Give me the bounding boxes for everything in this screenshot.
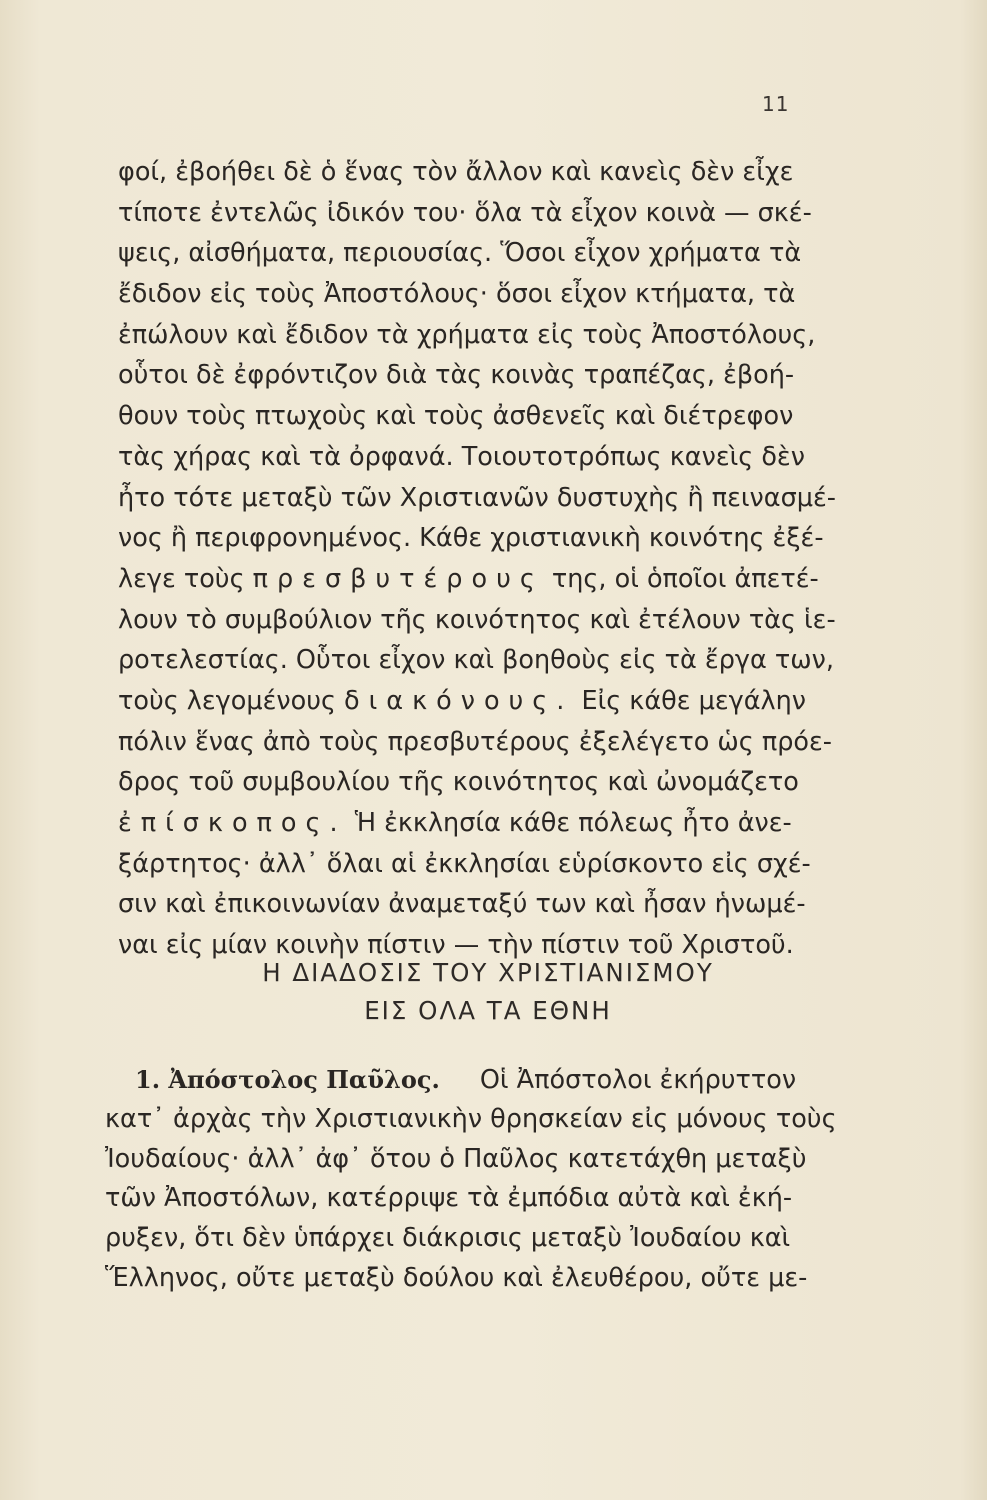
emphasized-term: πρεσβυτέρους	[252, 563, 544, 594]
chapter-heading: Η ΔΙΑΔΟΣΙΣ ΤΟΥ ΧΡΙΣΤΙΑΝΙΣΜΟΥ	[262, 958, 714, 987]
text-line: ἐπώλουν καὶ ἔδιδον τὰ χρήματα εἰς τοὺς Ἀποστόλους,	[118, 319, 816, 350]
paragraph-body	[118, 152, 858, 966]
text-line: κατ᾽ ἀρχὰς τὴν Χριστιανικὴν θρησκείαν εἰς μόνους τοὺς	[105, 1103, 837, 1134]
chapter-subheading: ΕΙΣ ΟΛΑ ΤΑ ΕΘΝΗ	[364, 996, 612, 1025]
line-text: Ἡ ἐκκλησία κάθε πόλεως ἦτο ἀνε-	[354, 808, 792, 838]
text-line: δρος τοῦ συμβουλίου τῆς κοινότητος καὶ ὠνομάζετο	[118, 767, 799, 798]
line-text: λεγε τοὺς	[118, 563, 245, 594]
text-line: ψεις, αἰσθήματα, περιουσίας. Ὅσοι εἶχον χρήματα τὰ	[118, 238, 802, 269]
emphasized-term: ἐπίσκοπος.	[118, 808, 347, 838]
section-paul	[105, 1060, 865, 1299]
text-line: ἦτο τότε μεταξὺ τῶν Χριστιανῶν δυστυχὴς ἢ πεινασμέ-	[118, 482, 836, 513]
text-line: τίποτε ἐντελῶς ἰδικόν του· ὅλα τὰ εἶχον κοινὰ — σκέ-	[118, 197, 812, 228]
emphasized-term: διακόνους.	[344, 685, 574, 716]
text-line: Ἕλληνος, οὔτε μεταξὺ δούλου καὶ ἐλευθέρου, οὔτε με-	[105, 1262, 808, 1293]
text-line: λουν τὸ συμβούλιον τῆς κοινότητος καὶ ἐτέλουν τὰς ἱε-	[118, 604, 836, 635]
text-line: τῶν Ἀποστόλων, κατέρριψε τὰ ἐμπόδια αὐτὰ καὶ ἐκή-	[105, 1183, 793, 1214]
text-line: ἔδιδον εἰς τοὺς Ἀποστόλους· ὅσοι εἶχον κτήματα, τὰ	[118, 279, 796, 310]
text-line: πόλιν ἕνας ἀπὸ τοὺς πρεσβυτέρους ἐξελέγετο ὡς πρόε-	[118, 726, 832, 757]
text-line: οὗτοι δὲ ἐφρόντιζον διὰ τὰς κοινὰς τραπέζας, ἐβοή-	[118, 360, 795, 391]
text-line: ναι εἰς μίαν κοινὴν πίστιν — τὴν πίστιν τοῦ Χριστοῦ.	[118, 930, 794, 961]
text-line	[118, 803, 858, 844]
text-line	[118, 559, 858, 600]
text-line: ροτελεστίας. Οὗτοι εἶχον καὶ βοηθοὺς εἰς τὰ ἔργα των,	[118, 645, 834, 676]
text-line	[118, 681, 858, 722]
text-line: ξάρτητος· ἀλλ᾽ ὅλαι αἱ ἐκκλησίαι εὑρίσκοντο εἰς σχέ-	[118, 848, 811, 879]
line-text: τοὺς λεγομένους	[118, 685, 336, 716]
text-line: νος ἢ περιφρονημένος. Κάθε χριστιανικὴ κοινότης ἐξέ-	[118, 523, 824, 554]
text-line	[105, 1060, 865, 1100]
text-line: θουν τοὺς πτωχοὺς καὶ τοὺς ἀσθενεῖς καὶ διέτρεφον	[118, 401, 794, 432]
text-line: ρυξεν, ὅτι δὲν ὑπάρχει διάκρισις μεταξὺ Ἰουδαίου καὶ	[105, 1223, 791, 1254]
text-line: σιν καὶ ἐπικοινωνίαν ἀναμεταξύ των καὶ ἦσαν ἡνωμέ-	[118, 889, 806, 920]
line-text: της, οἱ ὁποῖοι ἀπετέ-	[551, 563, 819, 594]
section-title: 1. Ἀπόστολος Παῦλος.	[135, 1065, 440, 1094]
text-line: Ἰουδαίους· ἀλλ᾽ ἀφ᾽ ὅτου ὁ Παῦλος κατετάχθη μεταξὺ	[105, 1143, 807, 1174]
line-text: Εἰς κάθε μεγάλην	[581, 685, 807, 716]
text-line: φοί, ἐβοήθει δὲ ὁ ἕνας τὸν ἄλλον καὶ κανεὶς δὲν εἶχε	[118, 157, 794, 187]
line-text: Οἱ Ἀπόστολοι ἐκήρυττον	[479, 1065, 797, 1095]
page-number: 11	[762, 92, 790, 116]
text-line: τὰς χήρας καὶ τὰ ὀρφανά. Τοιουτοτρόπως κανεὶς δὲν	[118, 441, 805, 472]
